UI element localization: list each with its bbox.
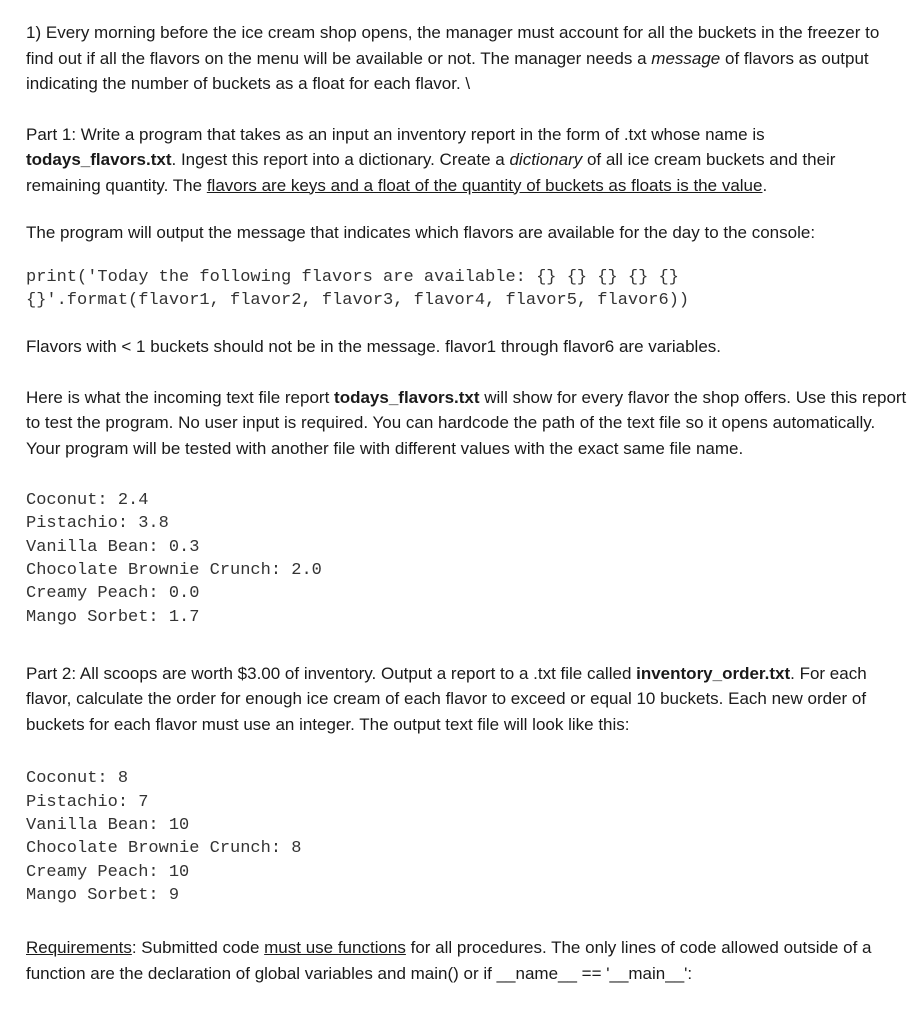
assignment-document: [26, 20, 910, 986]
question-number: 1): [26, 23, 42, 42]
report-filename: todays_flavors.txt: [334, 387, 480, 407]
part1-paragraph: Part 1: Write a program that takes as an input an inventory report in the form of .txt whose name is todays_flavors.txt. Ingest this report into a dictionary. Create a dictionary of all ice cream buckets and their remaining quantity. The flavors are keys and a float of the quantity of buckets as floats is the value.: [26, 124, 836, 195]
dictionary-term: dictionary: [509, 150, 583, 169]
output-filename: inventory_order.txt: [636, 663, 791, 683]
output-report-line: Creamy Peach: 10: [26, 862, 190, 882]
output-intro: The program will output the message that indicates which flavors are available for the day to the console:: [26, 223, 816, 242]
input-filename: todays_flavors.txt: [26, 150, 172, 169]
part2-paragraph: Part 2: All scoops are worth $3.00 of inventory. Output a report to a .txt file called inventory_order.txt. For each flavor, calculate the order for enough ice cream of each flavor to exceed or equal 10 buckets. Each new order of buckets for each flavor must use an integer. The output text file will look like this:: [26, 663, 867, 734]
input-report-line: Creamy Peach: 0.0: [26, 584, 200, 604]
input-report-line: Coconut: 2.4: [26, 491, 149, 511]
output-report-line: Coconut: 8: [26, 769, 129, 789]
output-report-line: Pistachio: 7: [26, 792, 149, 812]
output-report-line: Mango Sorbet: 9: [26, 885, 180, 905]
print-statement-code: print('Today the following flavors are available: {} {} {} {} {} {}'.format(flavor1, flavor2, flavor3, flavor4, flavor5, flavor6)): [26, 267, 690, 310]
requirements-label: Requirements: [26, 938, 132, 958]
input-report-listing: [26, 489, 910, 629]
input-report-line: Chocolate Brownie Crunch: 2.0: [26, 560, 322, 580]
requirements-paragraph: Requirements: Submitted code must use functions for all procedures. The only lines of code allowed outside of a function are the declaration of global variables and main() or if __name__ == '__main__':: [26, 938, 872, 983]
output-report-line: Chocolate Brownie Crunch: 8: [26, 839, 302, 859]
message-term: message: [651, 48, 721, 68]
functions-note: must use functions: [264, 938, 406, 958]
input-report-line: Vanilla Bean: 0.3: [26, 537, 200, 557]
intro-paragraph: 1) Every morning before the ice cream shop opens, the manager must account for all the buckets in the freezer to find out if all the flavors on the menu will be available or not. The manager needs a message of flavors as output indicating the number of buckets as a float for each flavor. \: [26, 23, 880, 93]
output-report-line: Vanilla Bean: 10: [26, 815, 190, 835]
report-paragraph: Here is what the incoming text file report todays_flavors.txt will show for every flavor the shop offers. Use this report to test the program. No user input is required. You can hardcode the path of the text file so it opens automatically. Your program will be tested with another file with different values with the exact same file name.: [26, 387, 907, 458]
output-report-listing: [26, 767, 910, 907]
keys-values-note: flavors are keys and a float of the quantity of buckets as floats is the value: [206, 175, 763, 195]
input-report-line: Pistachio: 3.8: [26, 514, 169, 534]
flavors-note: Flavors with < 1 buckets should not be in the message. flavor1 through flavor6 are variables.: [26, 337, 722, 357]
input-report-line: Mango Sorbet: 1.7: [26, 607, 200, 627]
